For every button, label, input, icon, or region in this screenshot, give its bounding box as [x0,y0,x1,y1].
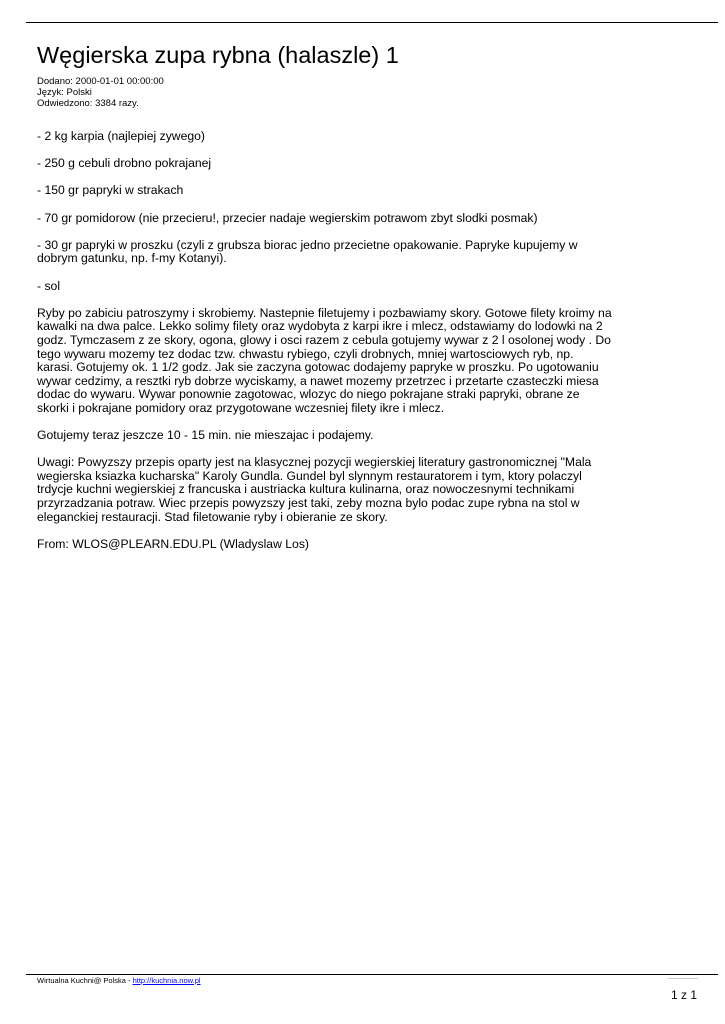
ingredient-carp: - 2 kg karpia (najlepiej zywego) [37,129,205,143]
ingredient-paprika-powder: - 30 gr papryki w proszku (czyli z grubsza biorac jedno przecietne opakowanie. Papryke kupujemy w dobrym gatunku, np. f-my Kotanyi). [37,237,578,266]
footer-site-label: Wirtualna Kuchni@ Polska - [37,976,133,985]
preparation-steps: Ryby po zabiciu patroszymy i skrobiemy. Nastepnie filetujemy i pozbawiamy skory. Gotowe filety kroimy na kawalki na dwa palce. Lekko solimy filety oraz wydobyta z karpi ikre i mlecz, odstawiamy do lodowki na 2 godz. Tymczasem z ze skory, ogona, glowy i osci razem z cebula gotujemy wywar z 2 l osolonej wody . Do tego wywaru mozemy tez dodac tzw. chwastu rybiego, czyli drobnych, mniej wartosciowych ryb, np. karasi. Gotujemy ok. 1 1/2 godz. Jak sie zaczyna gotowac dodajemy papryke w proszku. Po ugotowaniu wywar cedzimy, a resztki ryb dobrze wyciskamy, a nawet mozemy przetrzec i przetarte czasteczki miesa dodac do wywaru. Wywar ponownie zagotowac, wlozyc do niego pokrajane straki papryki, obrane ze skorki i pokrajane pomidory oraz przygotowane wczesniej filety ikre i mlecz. [37,305,612,415]
ingredient-tomatoes: - 70 gr pomidorow (nie przecieru!, przecier nadaje wegierskim potrawom zbyt slodki posmak) [37,210,538,225]
ingredient-pepper-pods: - 150 gr papryki w strakach [37,183,184,198]
recipe-source: From: WLOS@PLEARN.EDU.PL (Wladyslaw Los) [37,536,309,551]
top-divider [26,22,718,23]
recipe-meta [37,76,164,109]
page-title: Węgierska zupa rybna (halaszle) 1 [37,42,399,68]
meta-added: Dodano: 2000-01-01 00:00:00 [37,76,164,87]
meta-language: Język: Polski [37,87,92,98]
ingredient-onion: - 250 g cebuli drobno pokrajanej [37,156,212,171]
recipe-notes: Uwagi: Powyzszy przepis oparty jest na klasycznej pozycji wegierskiej literatury gastronomicznej "Mala wegierska ksiazka kucharska" Karoly Gundla. Gundel byl slynnym restauratorem i tym, ktory polaczyl trdycje kuchni wegierskiej z francuska i austriacka kultura kulinarna, oraz nowoczesnymi technikami przyrzadzania potraw. Wiec przepis powyzszy jest taki, zeby mozna bylo podac zupe rybna na stol w eleganckiej restauracji. Stad filetowanie ryby i obieranie ze skory. [37,455,592,524]
ingredient-salt: - sol [37,278,61,293]
recipe-body [37,130,612,565]
footer-site-link[interactable]: http://kuchnia.now.pl [132,976,201,985]
page-number: 1 z 1 [670,988,697,1002]
cooking-finish: Gotujemy teraz jeszcze 10 - 15 min. nie mieszajac i podajemy. [37,428,374,443]
footer-divider [26,974,718,975]
footer-site [37,976,201,985]
meta-visited: Odwiedzono: 3384 razy. [37,98,139,109]
footer-mark [668,978,698,979]
